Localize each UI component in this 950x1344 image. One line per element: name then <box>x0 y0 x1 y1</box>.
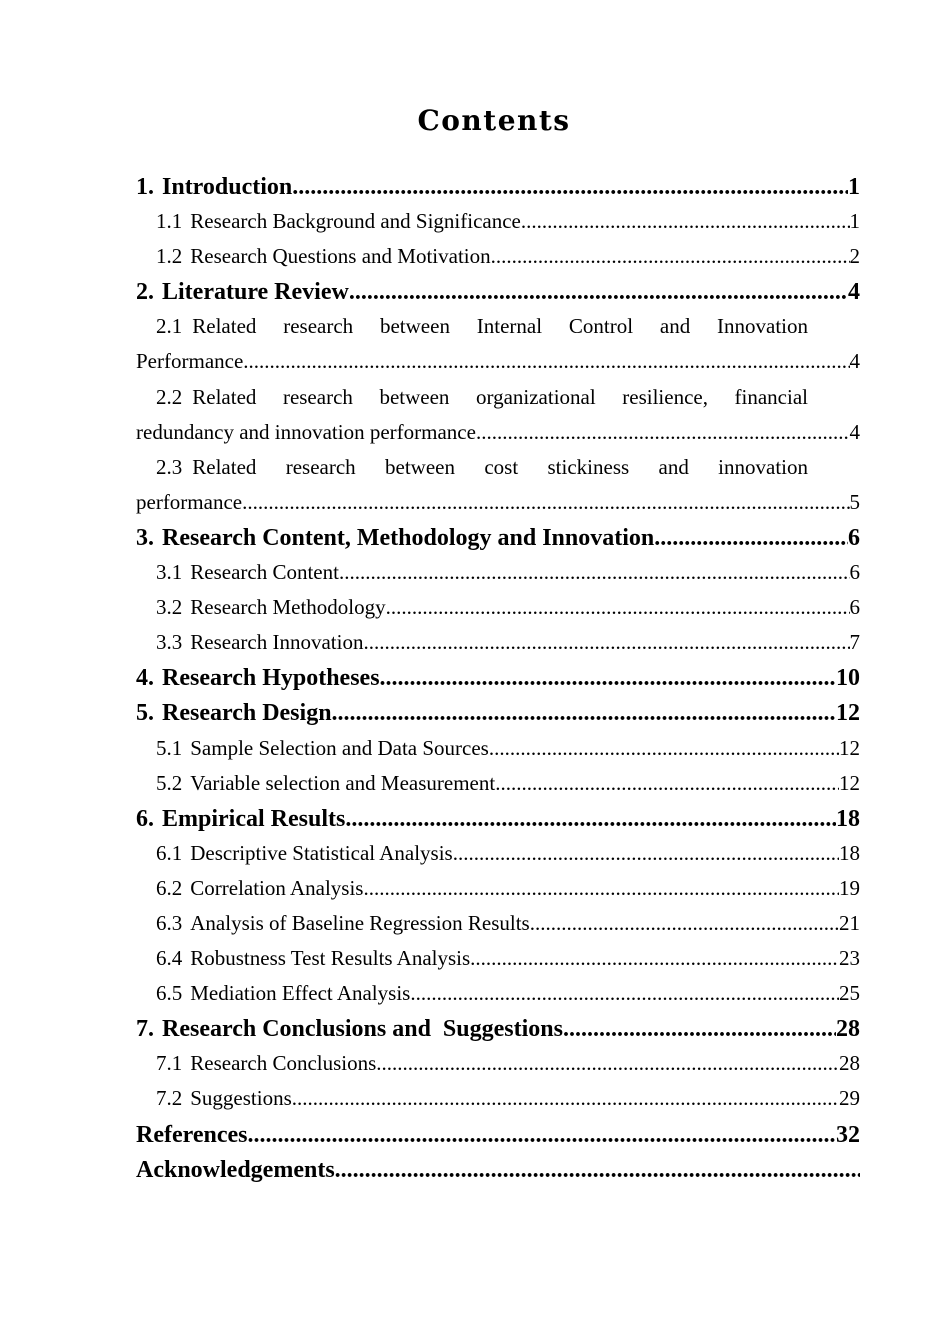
toc-page-number: 10 <box>836 665 860 692</box>
toc-leader-dots <box>292 174 848 201</box>
toc-page-number: 28 <box>836 1016 860 1043</box>
toc-entry-number: 3.1 <box>156 560 183 585</box>
toc-entry-title: performance <box>136 489 243 514</box>
toc-entry-title: Acknowledgements <box>136 1156 335 1183</box>
toc-page-number: 6 <box>848 524 860 551</box>
toc-leader-dots <box>495 771 839 796</box>
toc-leader-dots <box>363 630 849 655</box>
toc-chapter-entry[interactable] <box>136 1016 860 1051</box>
toc-entry[interactable] <box>136 314 808 349</box>
toc-entry-title: Variable selection and Measurement <box>190 770 496 795</box>
toc-entry-number: 6. <box>136 805 154 832</box>
toc-chapter-entry[interactable] <box>136 665 860 700</box>
toc-entry-title: Analysis of Baseline Regression Results <box>190 910 530 935</box>
toc-leader-dots <box>489 736 839 761</box>
toc-leader-dots <box>332 700 836 727</box>
toc-chapter-entry[interactable] <box>136 806 860 841</box>
toc-entry-title: Literature Review <box>162 279 349 306</box>
toc-entry-number: 4. <box>136 665 154 692</box>
toc-page-number: 2 <box>849 244 860 269</box>
toc-chapter-entry[interactable] <box>136 525 860 560</box>
toc-leader-dots <box>376 1051 839 1076</box>
toc-entry-number: 5.2 <box>156 770 183 795</box>
toc-entry-continuation[interactable] <box>136 349 860 384</box>
toc-page-number: 23 <box>839 946 860 971</box>
toc-chapter-entry[interactable] <box>136 174 860 209</box>
toc-page-number: 28 <box>839 1051 860 1076</box>
toc-entry-continuation[interactable] <box>136 490 860 525</box>
toc-page-number: 12 <box>839 770 860 795</box>
toc-entry-number: 6.5 <box>156 981 183 1006</box>
toc-page-number: 12 <box>839 735 860 760</box>
toc-entry-title: Related research between organizational resilience, financial <box>192 384 808 409</box>
toc-entry-number: 7. <box>136 1016 154 1043</box>
toc-entry-number: 1. <box>136 174 154 200</box>
toc-page-number: 4 <box>849 419 860 444</box>
toc-entry-title: Research Content <box>190 560 339 585</box>
toc-entry-title: References <box>136 1121 248 1148</box>
toc-leader-dots <box>349 279 848 306</box>
toc-page-number: 25 <box>839 981 860 1006</box>
toc-section-entry[interactable] <box>136 209 860 244</box>
toc-page-number: 1 <box>849 209 860 234</box>
toc-entry-number: 2.2 <box>156 384 183 409</box>
toc-section-entry[interactable] <box>136 595 860 630</box>
toc-leader-dots <box>563 1016 836 1043</box>
page-title: Contents <box>417 104 571 137</box>
toc-entry-title: Research Conclusions <box>190 1051 377 1076</box>
toc-entry-continuation[interactable] <box>136 420 860 455</box>
toc-section-entry[interactable] <box>136 946 860 981</box>
toc-leader-dots <box>363 876 839 901</box>
toc-page-number: 7 <box>849 630 860 655</box>
toc-entry-number: 6.3 <box>156 910 183 935</box>
toc-leader-dots <box>243 349 849 374</box>
toc-leader-dots <box>248 1122 837 1149</box>
toc-leader-dots <box>242 490 849 515</box>
toc-leader-dots <box>521 209 850 234</box>
toc-section-entry[interactable] <box>136 560 860 595</box>
toc-entry-title: Descriptive Statistical Analysis <box>190 840 453 865</box>
toc-entry-number: 6.2 <box>156 875 183 900</box>
toc-entry-number: 3.2 <box>156 595 183 620</box>
toc-page-number: 4 <box>849 349 860 374</box>
toc-entry-title: Research Conclusions and Suggestions <box>162 1016 563 1043</box>
toc-chapter-entry[interactable] <box>136 279 860 314</box>
toc-leader-dots <box>292 1086 839 1111</box>
toc-section-entry[interactable] <box>136 841 860 876</box>
toc-entry-number: 5.1 <box>156 735 183 760</box>
toc-leader-dots <box>470 946 839 971</box>
toc-entry-title: Research Innovation <box>190 630 364 655</box>
toc-page-number: 19 <box>839 875 860 900</box>
toc-entry-number: 3.3 <box>156 630 183 655</box>
toc-entry-title: Related research between Internal Control and Innovation <box>192 314 808 339</box>
toc-entry-title: Research Questions and Motivation <box>190 244 491 269</box>
toc-entry-title: Correlation Analysis <box>190 875 364 900</box>
toc-entry-title: Research Hypotheses <box>162 665 380 692</box>
toc-section-entry[interactable] <box>136 1086 860 1121</box>
toc-entry-title: Empirical Results <box>162 805 346 832</box>
toc-entry-title: Research Content, Methodology and Innovation <box>162 524 655 551</box>
toc-page-number: 4 <box>848 279 860 306</box>
toc-leader-dots <box>491 244 850 269</box>
toc-entry-title: Introduction <box>162 174 293 200</box>
toc-entry-number: 1.1 <box>156 209 183 234</box>
toc-entry-number: 7.2 <box>156 1086 183 1111</box>
toc-entry-title: Mediation Effect Analysis <box>190 981 411 1006</box>
toc-leader-dots <box>380 665 836 692</box>
toc-page-number: 6 <box>849 560 860 585</box>
toc-entry-title: Sample Selection and Data Sources <box>190 735 489 760</box>
toc-leader-dots <box>476 420 850 445</box>
toc-section-entry[interactable] <box>136 911 860 946</box>
toc-leader-dots <box>530 911 839 936</box>
toc-chapter-entry[interactable] <box>136 700 860 735</box>
toc-entry-number: 3. <box>136 524 154 551</box>
toc-page-number: 18 <box>839 840 860 865</box>
toc-entry-title: redundancy and innovation performance <box>136 419 476 444</box>
toc-entry-title: Suggestions <box>190 1086 292 1111</box>
toc-entry-number: 6.1 <box>156 840 183 865</box>
toc-section-entry[interactable] <box>136 244 860 279</box>
toc-leader-dots <box>335 1157 860 1184</box>
toc-leader-dots <box>339 560 850 585</box>
toc-entry-title: Research Background and Significance <box>190 209 521 234</box>
toc-leader-dots <box>654 525 848 552</box>
toc-entry-number: 6.4 <box>156 946 183 971</box>
toc-entry[interactable] <box>136 385 808 420</box>
toc-leader-dots <box>386 595 850 620</box>
toc-section-entry[interactable] <box>136 876 860 911</box>
toc-section-entry[interactable] <box>136 981 860 1016</box>
toc-entry-number: 2.1 <box>156 314 183 339</box>
toc-leader-dots <box>410 981 839 1006</box>
toc-entry-title: Performance <box>136 349 244 374</box>
toc-page-number: 5 <box>849 489 860 514</box>
toc-entry-number: 2.3 <box>156 454 183 479</box>
toc-page-number: 1 <box>848 174 860 200</box>
toc-section-entry[interactable] <box>136 771 860 806</box>
toc-section-entry[interactable] <box>136 1051 860 1086</box>
toc-chapter-entry[interactable] <box>136 1157 860 1192</box>
toc-page-number: 29 <box>839 1086 860 1111</box>
toc-entry-title: Research Design <box>162 700 332 727</box>
toc-section-entry[interactable] <box>136 630 860 665</box>
toc-page-number: 32 <box>836 1121 860 1148</box>
toc-chapter-entry[interactable] <box>136 1122 860 1157</box>
table-of-contents <box>136 174 860 1192</box>
toc-page-number: 18 <box>836 805 860 832</box>
toc-page-number: 12 <box>836 700 860 727</box>
toc-entry-number: 5. <box>136 700 154 727</box>
toc-entry-title: Research Methodology <box>190 595 386 620</box>
toc-page-number: 21 <box>839 910 860 935</box>
toc-section-entry[interactable] <box>136 736 860 771</box>
toc-leader-dots <box>453 841 839 866</box>
toc-entry-number: 7.1 <box>156 1051 183 1076</box>
toc-entry-number: 2. <box>136 279 154 306</box>
toc-entry-number: 1.2 <box>156 244 183 269</box>
toc-leader-dots <box>345 806 836 833</box>
toc-entry[interactable] <box>136 455 808 490</box>
toc-entry-title: Robustness Test Results Analysis <box>190 946 471 971</box>
toc-page-number: 6 <box>849 595 860 620</box>
toc-entry-title: Related research between cost stickiness and innovation <box>192 454 808 479</box>
